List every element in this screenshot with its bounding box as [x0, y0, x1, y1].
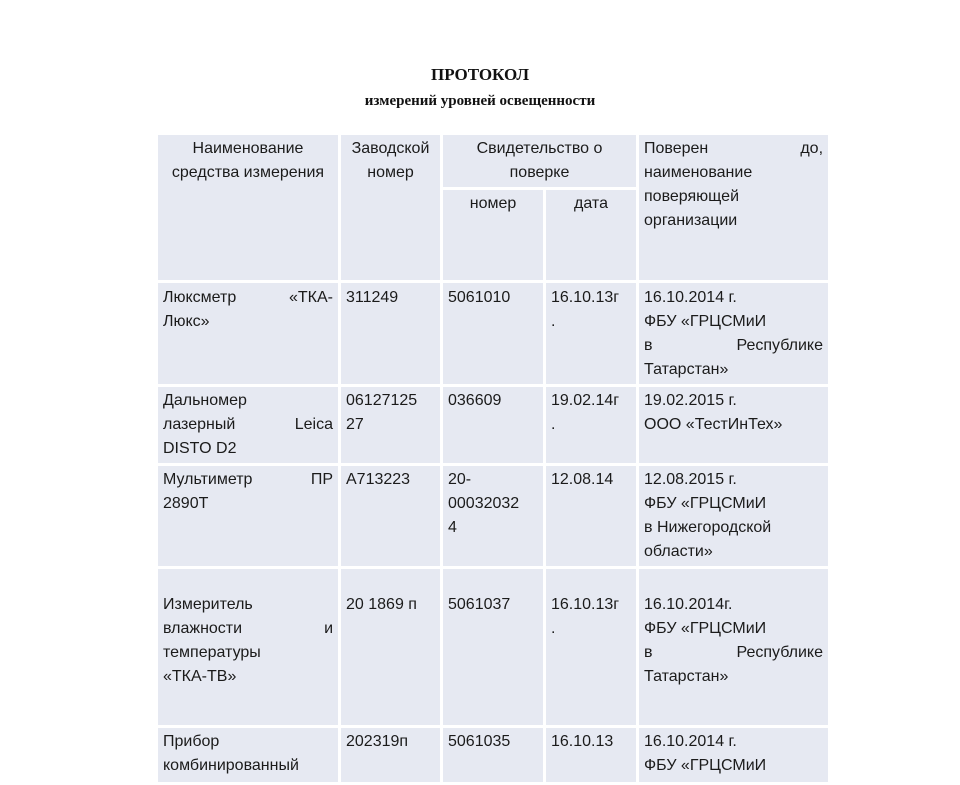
header-verification-certificate: Свидетельство о поверке [442, 134, 638, 189]
certificate-date: 19.02.14г . [545, 386, 638, 465]
certificate-date: 12.08.14 [545, 465, 638, 568]
instrument-name: Люксметр «ТКА- Люкс» [157, 282, 340, 386]
header-certificate-date: дата [545, 189, 638, 282]
table-row [157, 727, 830, 784]
certificate-number: 5061035 [442, 727, 545, 784]
table-row [157, 386, 830, 465]
document-subtitle: измерений уровней освещенности [364, 93, 596, 109]
instruments-table [155, 132, 831, 785]
header-serial-number: Заводской номер [340, 134, 442, 282]
serial-number: 311249 [340, 282, 442, 386]
verified-until: 19.02.2015 г. ООО «ТестИнТех» [638, 386, 830, 465]
verified-until: 16.10.2014 г. ФБУ «ГРЦСМиИ в Республике Татарстан» [638, 282, 830, 386]
instrument-name: Измеритель влажности и температуры «ТКА-ТВ» [157, 568, 340, 727]
certificate-number: 20- 00032032 4 [442, 465, 545, 568]
verified-until: 16.10.2014 г. ФБУ «ГРЦСМиИ [638, 727, 830, 784]
serial-number: 202319п [340, 727, 442, 784]
certificate-number: 036609 [442, 386, 545, 465]
verified-until: 16.10.2014г. ФБУ «ГРЦСМиИ в Республике Татарстан» [638, 568, 830, 727]
header-certificate-number: номер [442, 189, 545, 282]
table-row [157, 568, 830, 727]
table-row [157, 465, 830, 568]
certificate-number: 5061010 [442, 282, 545, 386]
serial-number: 06127125 27 [340, 386, 442, 465]
document-title: ПРОТОКОЛ [430, 65, 529, 84]
serial-number: 20 1869 п [340, 568, 442, 727]
certificate-date: 16.10.13г . [545, 282, 638, 386]
header-instrument-name: Наименование средства измерения [157, 134, 340, 282]
header-verified-until: Поверен до, наименование поверяющей организации [638, 134, 830, 282]
serial-number: А713223 [340, 465, 442, 568]
instrument-name: Мультиметр ПР 2890Т [157, 465, 340, 568]
table-header-row [157, 134, 830, 189]
table-row [157, 282, 830, 386]
certificate-date: 16.10.13 [545, 727, 638, 784]
verified-until: 12.08.2015 г. ФБУ «ГРЦСМиИ в Нижегородской области» [638, 465, 830, 568]
instrument-name: Дальномер лазерный Leica DISTO D2 [157, 386, 340, 465]
certificate-number: 5061037 [442, 568, 545, 727]
certificate-date: 16.10.13г . [545, 568, 638, 727]
instrument-name: Прибор комбинированный [157, 727, 340, 784]
